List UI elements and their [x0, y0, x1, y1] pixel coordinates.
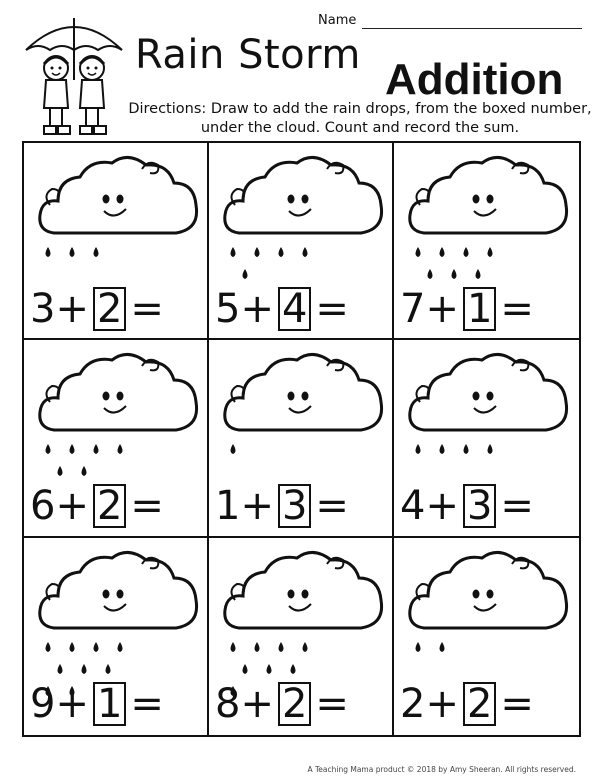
raindrop-icon	[46, 642, 51, 652]
raindrop-icon	[118, 642, 123, 652]
problem-cell[interactable]	[209, 538, 394, 735]
raindrop-icon	[440, 247, 445, 257]
raindrop-icon	[440, 444, 445, 454]
raindrop-icon	[452, 269, 457, 279]
problem-cell[interactable]	[394, 143, 579, 340]
raindrop-icon	[303, 247, 308, 257]
raindrop-icon	[118, 444, 123, 454]
addend-a: 2	[400, 680, 426, 727]
plus-sign: +	[425, 680, 459, 727]
equation	[30, 287, 164, 331]
raindrop-icon	[416, 444, 421, 454]
plus-sign: +	[240, 286, 274, 332]
boxed-addend-b: 3	[278, 484, 311, 528]
plus-sign: +	[55, 483, 89, 530]
raindrop-icon	[243, 664, 248, 674]
problem-cell[interactable]	[24, 143, 209, 340]
raindrop-icon	[279, 642, 284, 652]
addend-a: 9	[30, 680, 56, 727]
boxed-addend-b: 1	[93, 682, 126, 726]
problem-cell[interactable]	[24, 538, 209, 735]
boxed-addend-b: 2	[463, 682, 496, 726]
name-field[interactable]	[362, 28, 582, 29]
name-label: Name	[318, 13, 357, 28]
raindrop-icon	[464, 247, 469, 257]
equals-sign: =	[500, 680, 534, 727]
raindrop-icon	[106, 664, 111, 674]
boxed-addend-b: 4	[278, 287, 311, 331]
addend-a: 8	[215, 680, 241, 727]
raindrop-icon	[476, 269, 481, 279]
raindrop-icon	[231, 247, 236, 257]
raindrop-icon	[428, 269, 433, 279]
equation	[30, 682, 164, 726]
raindrop-icon	[440, 642, 445, 652]
raindrop-icon	[58, 664, 63, 674]
raindrop-icon	[94, 444, 99, 454]
addend-a: 5	[215, 286, 241, 332]
raindrop-icon	[46, 444, 51, 454]
equation	[215, 484, 349, 528]
boxed-addend-b: 1	[463, 287, 496, 331]
raindrop-icon	[58, 466, 63, 476]
equals-sign: =	[500, 286, 534, 332]
problem-grid	[22, 141, 581, 737]
plus-sign: +	[240, 483, 274, 530]
boxed-addend-b: 2	[278, 682, 311, 726]
raindrop-icon	[70, 247, 75, 257]
raindrop-icon	[70, 642, 75, 652]
plus-sign: +	[425, 483, 459, 530]
equals-sign: =	[315, 483, 349, 530]
addend-a: 6	[30, 483, 56, 530]
boxed-addend-b: 3	[463, 484, 496, 528]
plus-sign: +	[55, 286, 89, 332]
title-rain-storm: Rain Storm	[135, 32, 361, 78]
boxed-addend-b: 2	[93, 287, 126, 331]
directions-text: Directions: Draw to add the rain drops, from the boxed number, under the cloud. Count and record the sum.	[128, 101, 592, 136]
raindrop-icon	[255, 642, 260, 652]
raindrop-icon	[488, 444, 493, 454]
equals-sign: =	[130, 680, 164, 727]
problem-cell[interactable]	[209, 143, 394, 340]
equals-sign: =	[130, 286, 164, 332]
problem-cell[interactable]	[394, 538, 579, 735]
raindrop-icon	[94, 247, 99, 257]
addend-a: 3	[30, 286, 56, 332]
equation	[215, 682, 349, 726]
plus-sign: +	[55, 680, 89, 727]
addend-a: 1	[215, 483, 241, 530]
equals-sign: =	[130, 483, 164, 530]
raindrop-icon	[70, 444, 75, 454]
plus-sign: +	[240, 680, 274, 727]
raindrop-icon	[231, 642, 236, 652]
equation	[215, 287, 349, 331]
equals-sign: =	[315, 680, 349, 727]
raindrop-icon	[303, 642, 308, 652]
copyright-footer: A Teaching Mama product © 2018 by Amy Sheeran. All rights reserved.	[307, 765, 576, 774]
equals-sign: =	[500, 483, 534, 530]
raindrop-icon	[464, 444, 469, 454]
addend-a: 7	[400, 286, 426, 332]
raindrop-icon	[279, 247, 284, 257]
raindrop-icon	[82, 466, 87, 476]
raindrop-icon	[488, 247, 493, 257]
kids-under-umbrella-icon	[22, 10, 126, 138]
equation	[400, 484, 534, 528]
problem-cell[interactable]	[394, 340, 579, 537]
problem-cell[interactable]	[24, 340, 209, 537]
worksheet-header	[0, 0, 600, 140]
raindrop-icon	[231, 444, 236, 454]
title-addition: Addition	[385, 55, 564, 104]
boxed-addend-b: 2	[93, 484, 126, 528]
equation	[400, 287, 534, 331]
equation	[400, 682, 534, 726]
equals-sign: =	[315, 286, 349, 332]
raindrop-icon	[46, 247, 51, 257]
problem-cell[interactable]	[209, 340, 394, 537]
raindrop-icon	[416, 642, 421, 652]
raindrop-icon	[94, 642, 99, 652]
plus-sign: +	[425, 286, 459, 332]
raindrop-icon	[291, 664, 296, 674]
raindrop-icon	[255, 247, 260, 257]
raindrop-icon	[82, 664, 87, 674]
addend-a: 4	[400, 483, 426, 530]
raindrop-icon	[243, 269, 248, 279]
equation	[30, 484, 164, 528]
raindrop-icon	[267, 664, 272, 674]
raindrop-icon	[416, 247, 421, 257]
